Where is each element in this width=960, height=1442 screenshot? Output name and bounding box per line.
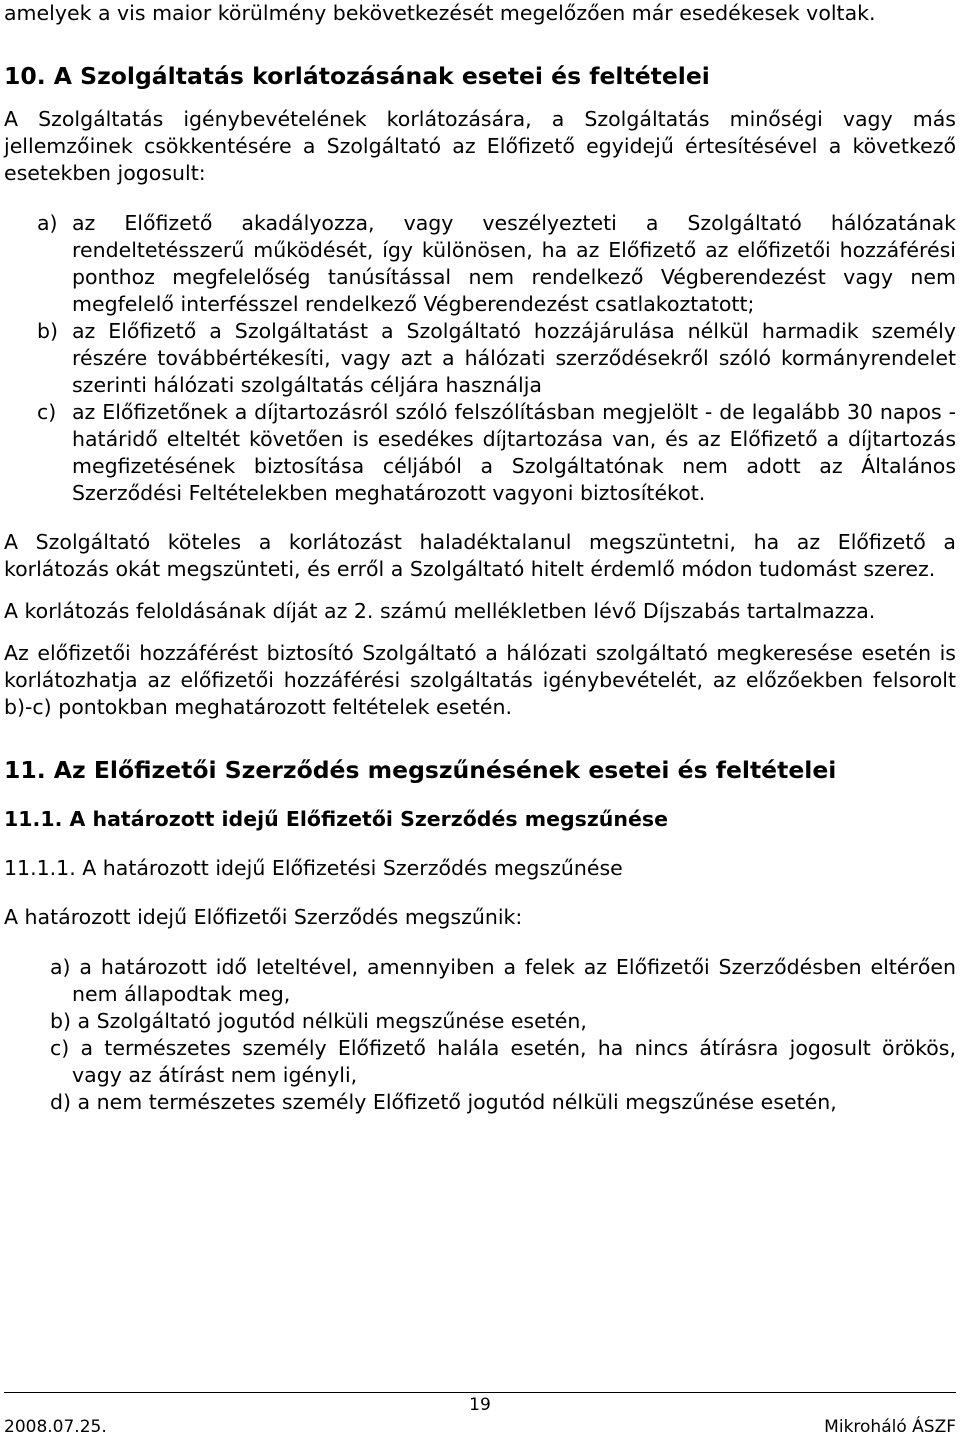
subsection-11-1-heading: 11.1. A határozott idejű Előfizetői Szerződés megszűnése bbox=[4, 807, 668, 831]
page-footer bbox=[4, 1394, 956, 1440]
list-item-text: az Előfizető akadályozza, vagy veszélyezteti a Szolgáltató hálózatának rendeltetésszerű működését, így különösen, ha az Előfizető az előfizetői hozzáférési ponthoz megfelelőség tanúsítással nem rendelkező Végberendezést vagy nem megfelelő interfésszel rendelkező Végberendezést csatlakoztatott; bbox=[72, 211, 956, 316]
paragraph: A Szolgáltató köteles a korlátozást haladéktalanul megszüntetni, ha az Előfizető a korlátozás okát megszünteti, és erről a Szolgáltató hitelt érdemlő módon tudomást szerez. bbox=[4, 530, 956, 581]
list-item bbox=[37, 399, 956, 507]
list-item bbox=[37, 210, 956, 318]
continuation-paragraph: amelyek a vis maior körülmény bekövetkezését megelőzően már esedékesek voltak. bbox=[4, 1, 876, 25]
paragraph: A korlátozás feloldásának díját az 2. számú mellékletben lévő Díjszabás tartalmazza. bbox=[4, 599, 876, 623]
section-10-intro: A Szolgáltatás igénybevételének korlátozására, a Szolgáltatás minőségi vagy más jellemzőinek csökkentésére a Szolgáltató az Előfizető egyidejű értesítésével a következő esetekben jogosult: bbox=[4, 107, 956, 185]
list-item bbox=[37, 318, 956, 399]
section-11-intro: A határozott idejű Előfizetői Szerződés megszűnik: bbox=[4, 905, 523, 929]
list-marker: c) bbox=[37, 400, 57, 424]
list-marker: b) bbox=[37, 319, 59, 343]
list-item: b) a Szolgáltató jogutód nélküli megszűnése esetén, bbox=[50, 1009, 587, 1033]
section-11-heading: 11. Az Előfizetői Szerződés megszűnésének esetei és feltételei bbox=[4, 756, 837, 784]
subsection-11-1-1-heading: 11.1.1. A határozott idejű Előfizetési Szerződés megszűnése bbox=[4, 856, 623, 880]
footer-document-name: Mikroháló ÁSZF bbox=[824, 1417, 956, 1437]
paragraph: Az előfizetői hozzáférést biztosító Szolgáltató a hálózati szolgáltató megkeresése esetén is korlátozhatja az előfizetői hozzáférési szolgáltatás igénybevételét, az előzőekben felsorolt b)-c) pontokban meghatározott feltételek esetén. bbox=[4, 641, 956, 719]
list-item: a) a határozott idő leteltével, amennyiben a felek az Előfizetői Szerződésben eltérően nem állapodtak meg, bbox=[50, 955, 956, 1006]
footer-divider bbox=[4, 1392, 956, 1393]
footer-date: 2008.07.25. bbox=[4, 1417, 107, 1437]
termination-cases-list bbox=[4, 954, 956, 1116]
restriction-cases-list bbox=[4, 210, 956, 507]
list-marker: a) bbox=[37, 211, 58, 235]
document-page bbox=[4, 0, 956, 1116]
list-item-text: az Előfizetőnek a díjtartozásról szóló felszólításban megjelölt - de legalább 30 napos - határidő elteltét követően is esedékes díjtartozása van, és az Előfizető a díjtartozás megfizetésének biztosítása céljából a Szolgáltatónak nem adott az Általános Szerződési Feltételekben meghatározott vagyoni biztosítékot. bbox=[72, 400, 956, 505]
list-item: c) a természetes személy Előfizető halála esetén, ha nincs átírásra jogosult örökös, vagy az átírást nem igényli, bbox=[50, 1036, 956, 1087]
list-item-text: az Előfizető a Szolgáltatást a Szolgáltató hozzájárulása nélkül harmadik személy részére továbbértékesíti, vagy azt a hálózati szerződésekről szóló kormányrendelet szerinti hálózati szolgáltatás céljára használja bbox=[72, 319, 956, 397]
list-item: d) a nem természetes személy Előfizető jogutód nélküli megszűnése esetén, bbox=[50, 1090, 837, 1114]
section-10-heading: 10. A Szolgáltatás korlátozásának esetei és feltételei bbox=[4, 62, 710, 90]
page-number: 19 bbox=[469, 1395, 491, 1415]
